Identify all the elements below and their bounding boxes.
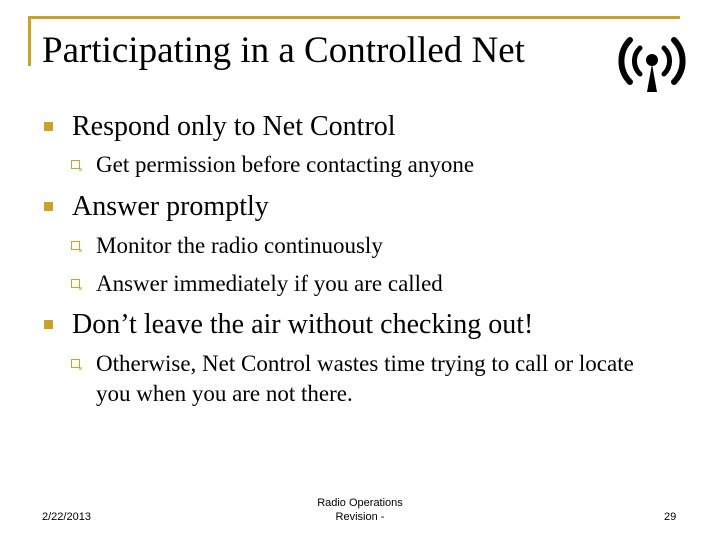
sub-bullet-marker [71, 160, 80, 169]
bullet-respond-net-control: Respond only to Net Control [72, 111, 396, 142]
sub-bullet-marker [71, 359, 80, 368]
footer-center-line1: Radio Operations [317, 497, 403, 509]
radio-signal-icon [616, 26, 688, 96]
subbullet-answer-immediately: Answer immediately if you are called [96, 271, 443, 296]
subbullet-get-permission: Get permission before contacting anyone [96, 152, 475, 177]
slide-number: 29 [664, 511, 677, 523]
subbullet-otherwise-net-control: Otherwise, Net Control wastes time trying to call or locate you when you are not there. [96, 351, 634, 406]
title-frame-top [28, 16, 680, 19]
bullet-answer-promptly: Answer promptly [72, 191, 269, 222]
bullet-marker [44, 320, 53, 329]
bullet-marker [44, 202, 53, 211]
subbullet-monitor-radio: Monitor the radio continuously [96, 233, 383, 258]
footer-date: 2/22/2013 [42, 511, 91, 523]
slide-title: Participating in a Controlled Net [42, 30, 525, 71]
bullet-dont-leave-air: Don’t leave the air without checking out! [72, 309, 534, 340]
footer-center-line2: Revision - [335, 511, 385, 523]
sub-bullet-marker [71, 241, 80, 250]
bullet-marker [44, 122, 53, 131]
title-frame-left [28, 16, 31, 66]
footer-center-text [300, 496, 420, 524]
sub-bullet-marker [71, 279, 80, 288]
